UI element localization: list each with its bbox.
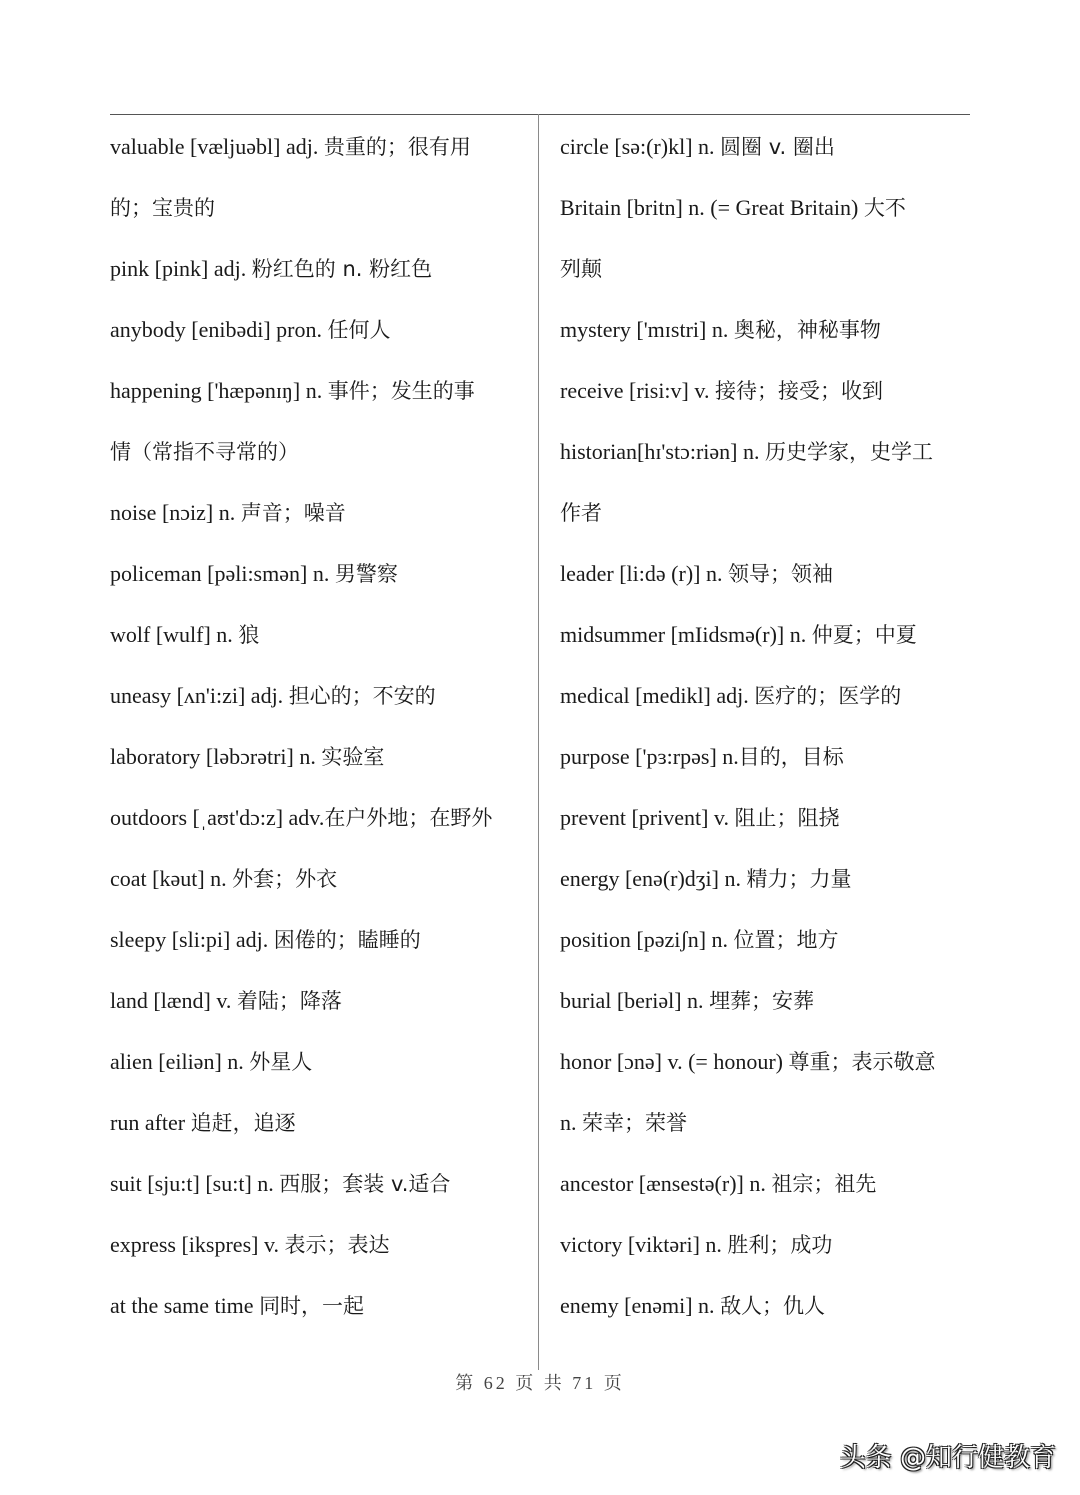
vocab-line (110, 489, 530, 550)
english-text: uneasy [ʌn'i:zi] adj. (110, 683, 289, 708)
chinese-text: 西服；套装 v.适合 (279, 1172, 451, 1196)
chinese-text: 大不 (863, 196, 906, 220)
chinese-text: 着陆；降落 (236, 989, 342, 1013)
english-text: outdoors [ˌaʊt'dɔ:z] adv. (110, 805, 325, 830)
chinese-text: 敌人；仇人 (720, 1294, 826, 1318)
chinese-text: 追赶，追逐 (190, 1111, 296, 1135)
chinese-text: 困倦的；瞌睡的 (273, 928, 421, 952)
english-text: at the same time (110, 1293, 260, 1318)
chinese-text: 的；宝贵的 (110, 196, 215, 220)
english-text: burial [beriəl] n. (560, 988, 710, 1013)
vocab-line (560, 672, 975, 733)
top-rule (110, 114, 970, 115)
vocab-line (560, 855, 975, 916)
vocab-line (110, 1099, 530, 1160)
vocab-line (560, 794, 975, 855)
english-text: coat [kəut] n. (110, 866, 233, 891)
chinese-text: 目的，目标 (738, 745, 844, 769)
english-text: laboratory [ləbɔrətri] n. (110, 744, 322, 769)
vocab-line (110, 916, 530, 977)
english-text: honor [ɔnə] v. (= honour) (560, 1049, 789, 1074)
english-text: valuable [væljuəbl] adj. (110, 134, 324, 159)
chinese-text: 男警察 (334, 562, 398, 586)
vocab-line (560, 1099, 975, 1160)
english-text: anybody [enibədi] pron. (110, 317, 328, 342)
chinese-text: 粉红色的 n. 粉红色 (251, 257, 433, 281)
chinese-text: 圆圈 v. 圈出 (720, 135, 835, 159)
vocab-line (110, 184, 530, 245)
english-text: pink [pink] adj. (110, 256, 252, 281)
vocab-line (110, 1038, 530, 1099)
vocab-line (560, 367, 975, 428)
chinese-text: 外星人 (249, 1050, 313, 1074)
vocab-line (110, 123, 530, 184)
english-text: express [ikspres] v. (110, 1232, 285, 1257)
english-text: land [lænd] v. (110, 988, 237, 1013)
left-column (110, 123, 530, 1343)
vocab-line (110, 245, 530, 306)
chinese-text: 接待；接受；收到 (714, 379, 883, 403)
chinese-text: 医疗的；医学的 (754, 684, 902, 708)
chinese-text: 阻止；阻挠 (734, 806, 840, 830)
english-text: receive [risi:v] v. (560, 378, 715, 403)
vocab-line (560, 123, 975, 184)
english-text: ancestor [ænsestə(r)] n. (560, 1171, 772, 1196)
english-text: Britain [britn] n. (= Great Britain) (560, 195, 864, 220)
vocab-line (560, 611, 975, 672)
vocab-line (110, 306, 530, 367)
english-text: leader [li:də (r)] n. (560, 561, 728, 586)
vocab-line (110, 367, 530, 428)
vocab-line (560, 428, 975, 489)
english-text: prevent [privent] v. (560, 805, 735, 830)
chinese-text: 外套；外衣 (232, 867, 338, 891)
chinese-text: 事件；发生的事 (327, 379, 475, 403)
english-text: midsummer [mIidsmə(r)] n. (560, 622, 812, 647)
vocab-line (560, 1160, 975, 1221)
vocab-line (560, 1282, 975, 1343)
vocab-line (110, 794, 530, 855)
vocab-line (110, 672, 530, 733)
vocab-line (110, 550, 530, 611)
english-text: policeman [pəli:smən] n. (110, 561, 335, 586)
vocab-line (110, 1282, 530, 1343)
vocab-line (110, 733, 530, 794)
english-text: victory [viktəri] n. (560, 1232, 728, 1257)
chinese-text: 祖宗；祖先 (771, 1172, 877, 1196)
english-text: sleepy [sli:pi] adj. (110, 927, 274, 952)
english-text: alien [eiliən] n. (110, 1049, 250, 1074)
vocab-line (560, 1221, 975, 1282)
vocab-line (560, 977, 975, 1038)
english-text: position [pəziʃn] n. (560, 927, 734, 952)
chinese-text: 埋葬；安葬 (709, 989, 815, 1013)
english-text: circle [sə:(r)kl] n. (560, 134, 721, 159)
english-text: n. (560, 1110, 582, 1135)
vocab-line (110, 977, 530, 1038)
watermark: 头条 @知行健教育 (839, 1443, 1056, 1473)
chinese-text: 位置；地方 (733, 928, 839, 952)
page-number: 第 62 页 共 71 页 (455, 1373, 625, 1393)
vocab-line (110, 1221, 530, 1282)
chinese-text: 同时，一起 (259, 1294, 365, 1318)
chinese-text: 声音；噪音 (240, 501, 346, 525)
english-text: mystery ['mɪstri] n. (560, 317, 734, 342)
vocab-line (560, 489, 975, 550)
vocab-line (560, 733, 975, 794)
english-text: historian[hɪ'stɔ:riən] n. (560, 439, 765, 464)
chinese-text: 仲夏；中夏 (811, 623, 917, 647)
vocab-line (110, 855, 530, 916)
vocab-line (560, 916, 975, 977)
chinese-text: 在户外地；在野外 (324, 806, 493, 830)
english-text: run after (110, 1110, 191, 1135)
english-text: energy [enə(r)dʒi] n. (560, 866, 747, 891)
chinese-text: 任何人 (327, 318, 391, 342)
english-text: happening ['hæpənɪŋ] n. (110, 378, 328, 403)
chinese-text: 表示；表达 (284, 1233, 390, 1257)
chinese-text: 领导；领袖 (727, 562, 833, 586)
chinese-text: 奥秘，神秘事物 (733, 318, 881, 342)
vocab-line (110, 1160, 530, 1221)
english-text: medical [medikl] adj. (560, 683, 755, 708)
english-text: purpose ['pɜ:rpəs] n. (560, 744, 739, 769)
chinese-text: 狼 (238, 623, 260, 647)
column-divider (538, 114, 539, 1370)
chinese-text: 历史学家，史学工 (764, 440, 933, 464)
english-text: suit [sju:t] [su:t] n. (110, 1171, 280, 1196)
vocab-line (110, 611, 530, 672)
english-text: noise [nɔiz] n. (110, 500, 241, 525)
english-text: wolf [wulf] n. (110, 622, 239, 647)
right-column (560, 123, 975, 1343)
chinese-text: 贵重的；很有用 (323, 135, 471, 159)
vocab-line (560, 184, 975, 245)
chinese-text: 实验室 (321, 745, 385, 769)
vocab-line (560, 306, 975, 367)
chinese-text: 胜利；成功 (727, 1233, 833, 1257)
chinese-text: 列颠 (560, 257, 602, 281)
vocab-line (110, 428, 530, 489)
chinese-text: 担心的；不安的 (288, 684, 436, 708)
chinese-text: 荣幸；荣誉 (582, 1111, 687, 1135)
vocab-line (560, 550, 975, 611)
chinese-text: 作者 (560, 501, 602, 525)
chinese-text: 尊重；表示敬意 (788, 1050, 936, 1074)
chinese-text: 情（常指不寻常的） (110, 440, 299, 464)
vocab-line (560, 1038, 975, 1099)
vocab-line (560, 245, 975, 306)
english-text: enemy [enəmi] n. (560, 1293, 721, 1318)
chinese-text: 精力；力量 (746, 867, 852, 891)
